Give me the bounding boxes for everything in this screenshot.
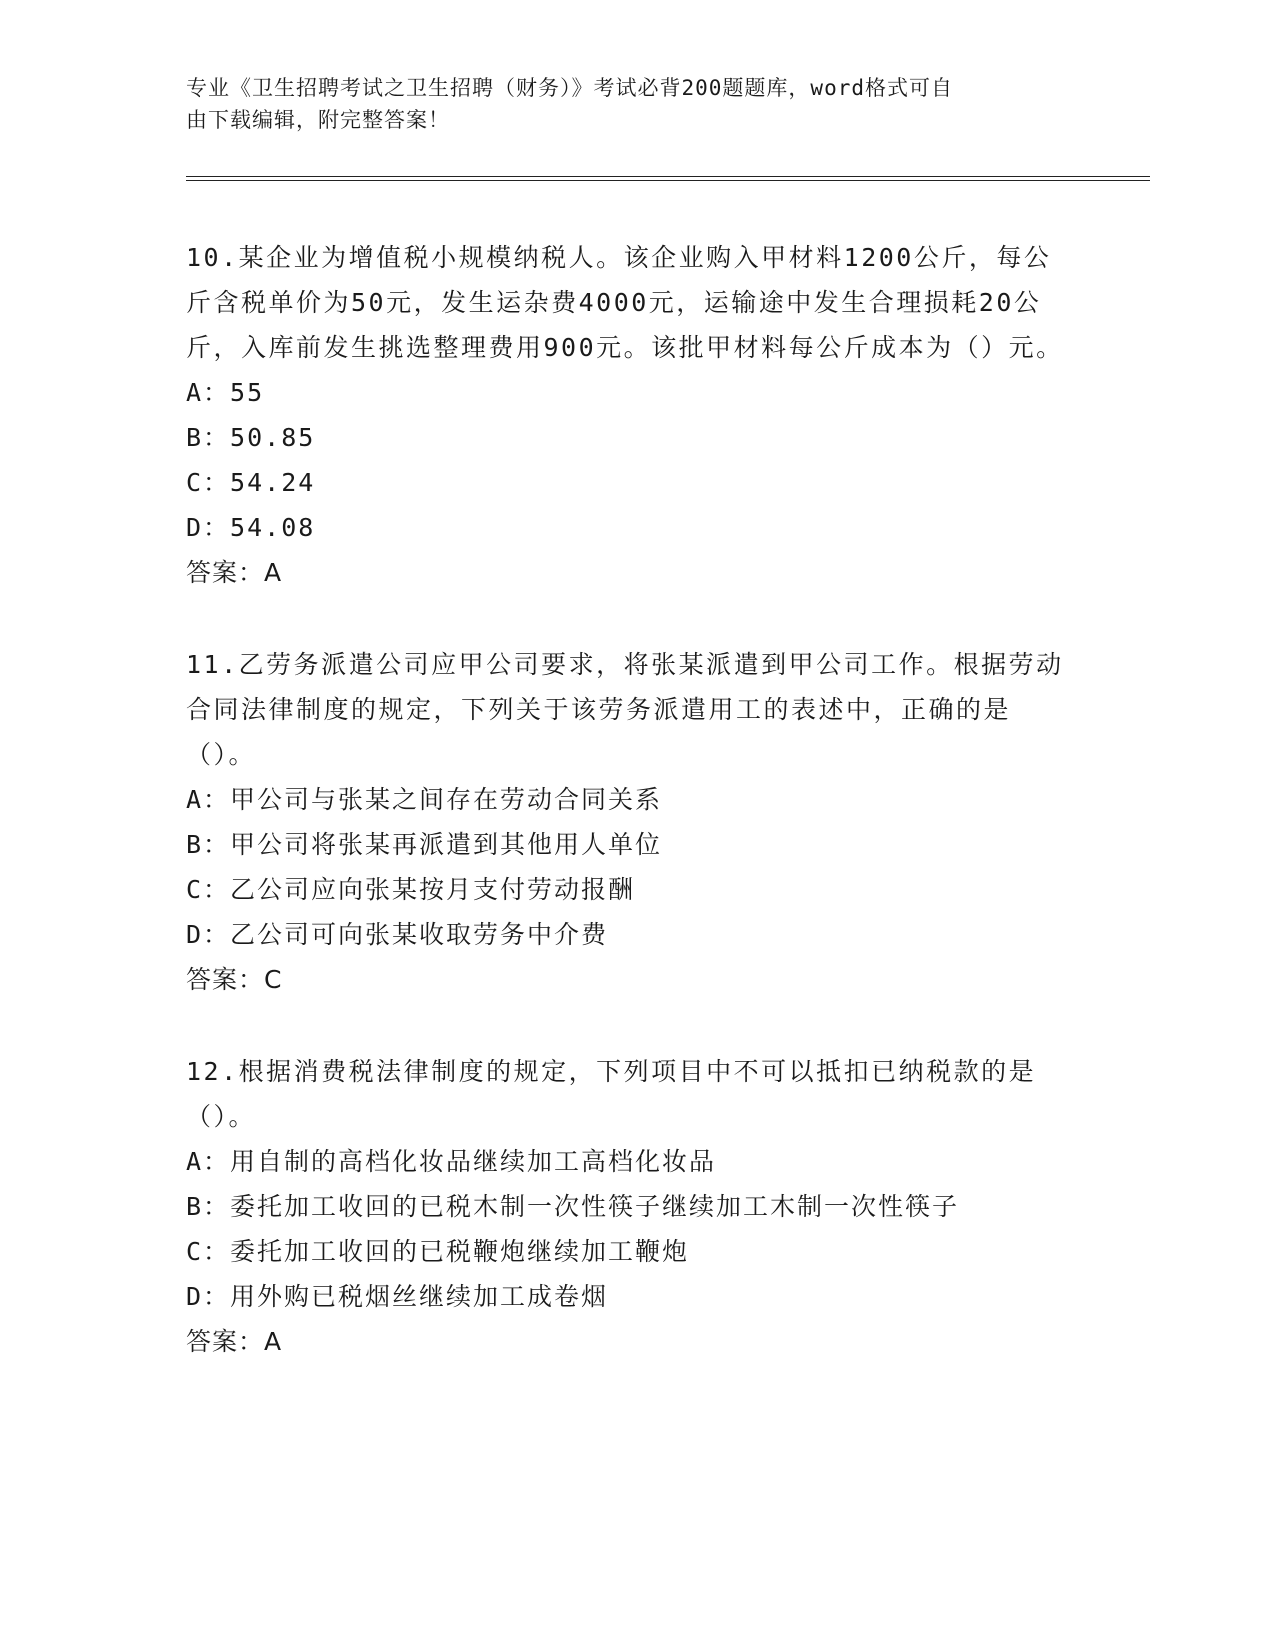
option-a: A：甲公司与张某之间存在劳动合同关系 [186,785,663,814]
answer-line: 答案：A [186,1327,283,1356]
header-line-2: 由下载编辑，附完整答案！ [186,108,450,132]
option-a: A：55 [186,378,265,407]
option-c: C：委托加工收回的已税鞭炮继续加工鞭炮 [186,1237,690,1266]
question-stem: 12.根据消费税法律制度的规定，下列项目中不可以抵扣已纳税款的是（）。 [186,1057,1037,1131]
option-b: B：委托加工收回的已税木制一次性筷子继续加工木制一次性筷子 [186,1192,960,1221]
answer-line: 答案：A [186,558,283,587]
question-12 [186,1049,1076,1364]
header-divider-bottom [186,180,1150,181]
option-b: B：甲公司将张某再派遣到其他用人单位 [186,830,663,859]
question-stem: 11.乙劳务派遣公司应甲公司要求，将张某派遣到甲公司工作。根据劳动合同法律制度的规定，下列关于该劳务派遣用工的表述中，正确的是（）。 [186,650,1064,769]
question-list [186,235,1076,1411]
header-line-1: 专业《卫生招聘考试之卫生招聘（财务）》考试必背200题题库，word格式可自 [186,76,953,100]
header-divider-top [186,176,1150,177]
option-d: D：用外购已税烟丝继续加工成卷烟 [186,1282,609,1311]
option-a: A：用自制的高档化妆品继续加工高档化妆品 [186,1147,717,1176]
option-c: C：乙公司应向张某按月支付劳动报酬 [186,875,636,904]
option-b: B：50.85 [186,423,316,452]
document-header [186,72,1066,136]
question-10 [186,235,1076,595]
question-stem: 10.某企业为增值税小规模纳税人。该企业购入甲材料1200公斤，每公斤含税单价为50元，发生运杂费4000元，运输途中发生合理损耗20公斤，入库前发生挑选整理费用900元。该批甲材料每公斤成本为（）元。 [186,243,1064,362]
answer-line: 答案：C [186,965,283,994]
option-c: C：54.24 [186,468,316,497]
question-11 [186,642,1076,1002]
option-d: D：54.08 [186,513,316,542]
option-d: D：乙公司可向张某收取劳务中介费 [186,920,609,949]
